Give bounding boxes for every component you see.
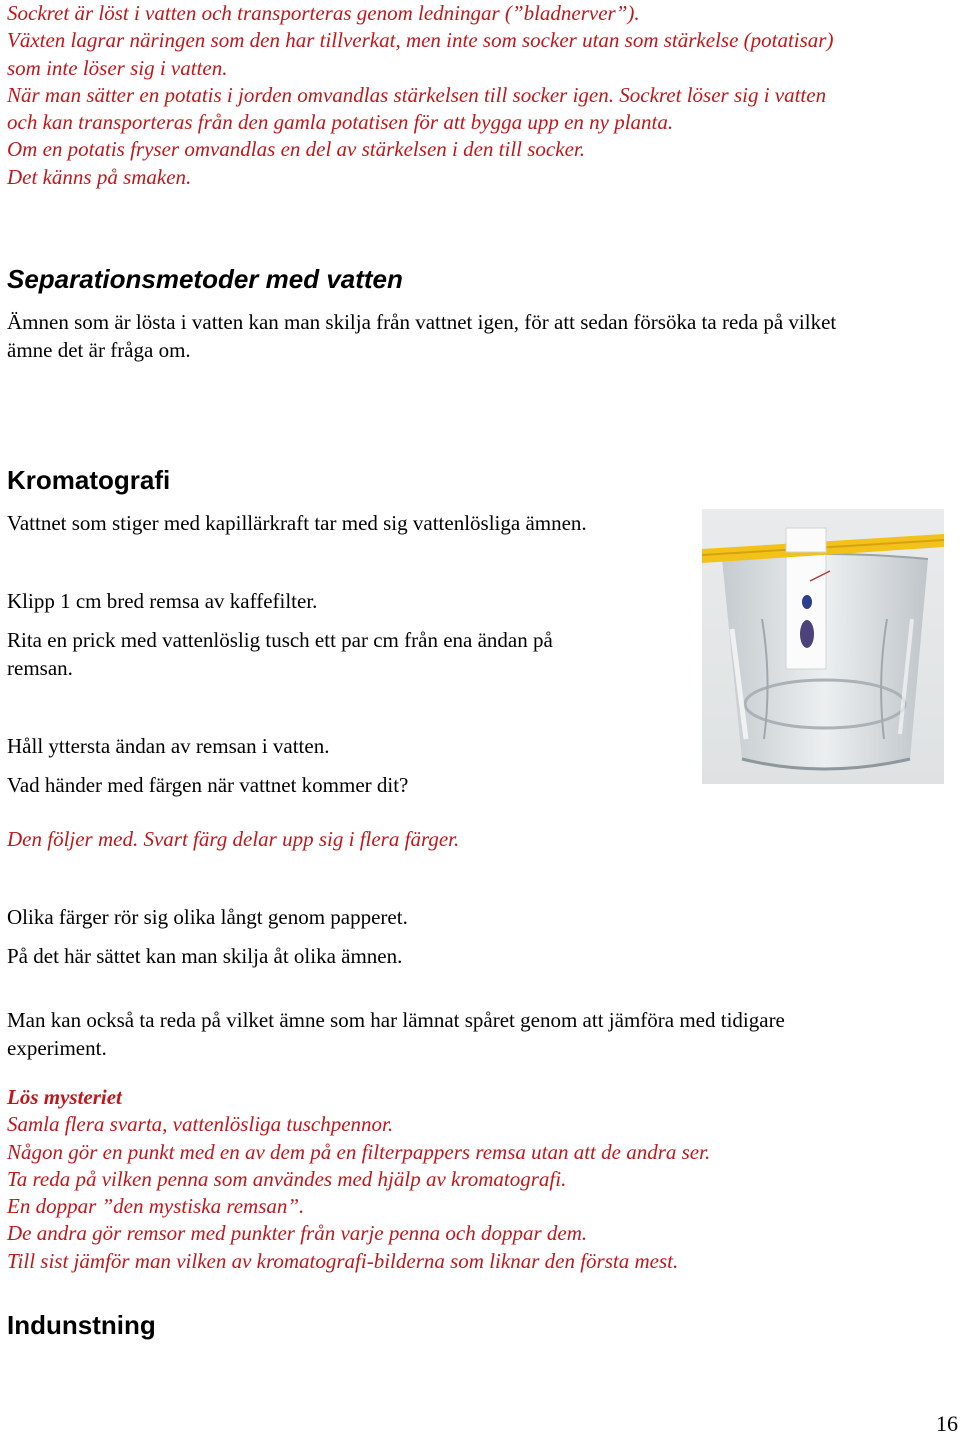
kromatografi-p8-line: Man kan också ta reda på vilket ämne som har lämnat spåret genom att jämföra med tidigare — [7, 1008, 785, 1032]
kromatografi-p3 — [7, 627, 553, 682]
intro-line: Sockret är löst i vatten och transporteras genom ledningar (”bladnerver”). — [7, 1, 640, 25]
indunstning-heading: Indunstning — [7, 1310, 156, 1340]
intro-line: och kan transporteras från den gamla potatisen för att bygga upp en ny planta. — [7, 110, 674, 135]
mystery-line: Någon gör en punkt med en av dem på en filterpappers remsa utan att de andra ser. — [7, 1139, 711, 1164]
kromatografi-p2: Klipp 1 cm bred remsa av kaffefilter. — [7, 589, 318, 613]
mystery-line: Samla flera svarta, vattenlösliga tuschpennor. — [7, 1112, 394, 1137]
intro-line: Växten lagrar näringen som den har tillverkat, men inte som socker utan som stärkelse (potatisar) — [7, 28, 834, 53]
mystery-title: Lös mysteriet — [7, 1085, 122, 1109]
kromatografi-p1: Vattnet som stiger med kapillärkraft tar med sig vattenlösliga ämnen. — [7, 511, 587, 535]
intro-line: Det känns på smaken. — [7, 164, 192, 189]
kromatografi-p3-line: Rita en prick med vattenlöslig tusch ett par cm från ena ändan på — [7, 628, 553, 652]
intro-paragraph — [7, 0, 833, 191]
mystery-line: Ta reda på vilken penna som användes med hjälp av kromatografi. — [7, 1166, 567, 1191]
mystery-section — [7, 1084, 710, 1275]
kromatografi-p5: Vad händer med färgen när vattnet kommer dit? — [7, 773, 409, 797]
mystery-line: Till sist jämför man vilken av kromatografi-bilderna som liknar den första mest. — [7, 1248, 679, 1273]
kromatografi-p8-line: experiment. — [7, 1035, 107, 1060]
intro-line: Om en potatis fryser omvandlas en del av stärkelsen i den till socker. — [7, 137, 585, 162]
kromatografi-heading: Kromatografi — [7, 465, 171, 495]
separation-line: ämne det är fråga om. — [7, 337, 191, 362]
kromatografi-p6: Olika färger rör sig olika långt genom papperet. — [7, 905, 408, 929]
separation-paragraph — [7, 309, 836, 364]
kromatografi-answer: Den följer med. Svart färg delar upp sig i flera färger. — [7, 827, 460, 851]
intro-line: som inte löser sig i vatten. — [7, 55, 228, 80]
page-number: 16 — [936, 1411, 958, 1436]
intro-line: När man sätter en potatis i jorden omvandlas stärkelsen till socker igen. Sockret löser sig i vatten — [7, 82, 827, 107]
kromatografi-p7: På det här sättet kan man skilja åt olika ämnen. — [7, 944, 403, 968]
kromatografi-p8 — [7, 1007, 785, 1062]
separation-heading: Separationsmetoder med vatten — [7, 264, 403, 294]
kromatografi-p4: Håll yttersta ändan av remsan i vatten. — [7, 734, 330, 758]
mystery-line: De andra gör remsor med punkter från varje penna och doppar dem. — [7, 1221, 588, 1246]
chromatography-glass-photo — [702, 509, 944, 784]
kromatografi-p3-line: remsan. — [7, 655, 73, 680]
mystery-line: En doppar ”den mystiska remsan”. — [7, 1194, 305, 1219]
separation-line: Ämnen som är lösta i vatten kan man skilja från vattnet igen, för att sedan försöka ta reda på vilket — [7, 310, 837, 334]
